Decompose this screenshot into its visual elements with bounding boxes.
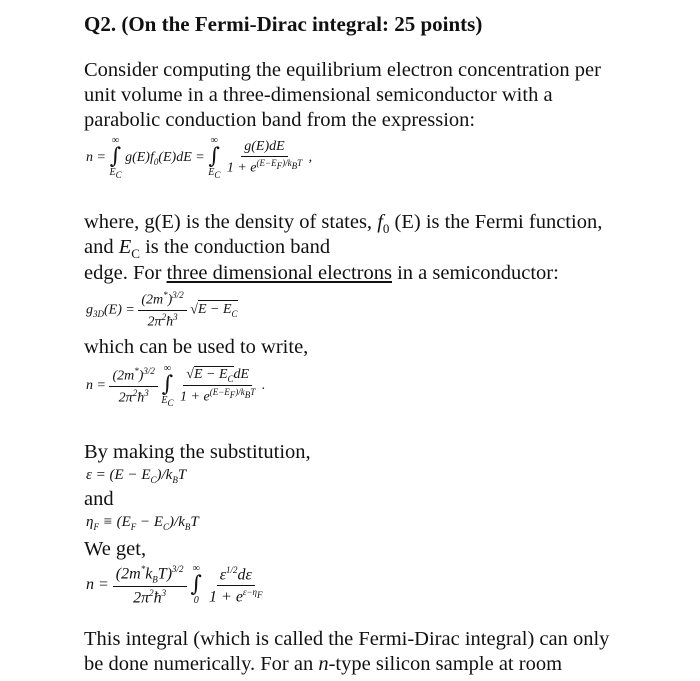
eq1-int-upper-2: ∞	[210, 135, 218, 146]
which-line: which can be used to write,	[84, 336, 309, 358]
eq3-den-exp2: 3	[144, 387, 149, 398]
equation-4	[86, 467, 186, 485]
eq3-inum: E − E	[193, 366, 228, 382]
where2-E-sub: C	[131, 246, 140, 262]
eq3-num-a: (2m	[112, 368, 135, 384]
eq3-int-lower: E	[161, 395, 168, 406]
eq3-inum-tail: dE	[233, 366, 250, 382]
where-f: f	[377, 211, 383, 233]
equation-3	[86, 364, 265, 408]
where3-text-a: edge. For	[84, 262, 167, 284]
eq6-num-star: *	[140, 564, 146, 574]
where-text-d: (E) is the Fermi function,	[389, 211, 603, 233]
where-line-2	[84, 236, 330, 262]
eq6-integrand-den	[206, 586, 266, 606]
eq6-inum: ε	[219, 565, 226, 583]
eq3-iden-exp-end: T	[250, 386, 256, 397]
eq1-f-sub: 0	[153, 157, 159, 168]
eq1-lhs: n =	[86, 150, 110, 166]
eq3-iden-exp: (E−E	[209, 386, 230, 397]
eq3-integrand-den	[177, 386, 258, 406]
integral-sign-icon: ∫	[190, 572, 203, 598]
eq3-iden-exp-sub2: B	[244, 389, 251, 400]
eq6-num-tail: T)	[157, 565, 173, 583]
eq2-fraction	[138, 290, 186, 330]
eq6-integrand	[206, 565, 266, 607]
eq2-lhs: g	[86, 302, 93, 318]
eq6-iden-exp-sub: F	[257, 589, 263, 600]
eq6-inum-tail: dε	[237, 565, 252, 583]
eq5-d: )/k	[169, 514, 185, 530]
eq6-lhs: n =	[86, 576, 109, 594]
eq2-lhs-sub: 3D	[93, 309, 104, 320]
eq2-denominator	[145, 311, 181, 331]
eq3-inum-sub: C	[227, 373, 234, 384]
eq3-int-lower-sub: C	[167, 398, 174, 408]
eq1-int-lower: E	[109, 167, 116, 178]
eq5-c-sub: C	[163, 522, 170, 532]
substitution-line: By making the substitution,	[84, 441, 311, 463]
eq5-a-sub: F	[93, 522, 99, 532]
intro-line-2: unit volume in a three-dimensional semiconductor with a	[84, 84, 553, 106]
eq4-b-sub: B	[172, 475, 178, 485]
equation-2	[86, 290, 238, 330]
eq1-den-exp-tail: )/k	[282, 158, 292, 169]
closing-line-1: This integral (which is called the Fermi-Dirac integral) can only	[84, 628, 610, 650]
eq2-num-exp: 3/2	[172, 290, 184, 300]
eq3-integral	[161, 364, 173, 408]
eq3-iden: 1 + e	[180, 389, 210, 405]
eq2-sqrt-sub: C	[231, 309, 238, 320]
eq6-integral	[191, 564, 202, 606]
eq3-iden-exp-sub: F	[229, 389, 236, 400]
eq1-denominator	[224, 157, 305, 177]
where-text-a: where, g(E) is the density of states,	[84, 211, 378, 233]
eq3-prefactor	[109, 366, 157, 406]
eq6-den-exp: 2	[149, 587, 154, 598]
eq6-den-exp2: 3	[161, 587, 167, 598]
eq2-num-close: )	[167, 292, 173, 308]
integral-sign-icon: ∫	[161, 372, 174, 397]
eq3-integrand-num	[183, 367, 252, 386]
eq6-den-tail: ħ	[153, 588, 162, 606]
eq2-den-exp2: 3	[173, 311, 178, 322]
eq3-den-exp: 2	[132, 387, 138, 398]
eq3-lhs: n =	[86, 378, 106, 394]
intro-line-1: Consider computing the equilibrium electron concentration per	[84, 59, 601, 81]
eq6-num-exp: 3/2	[172, 564, 184, 574]
eq6-iden-exp: ε−η	[242, 586, 258, 597]
eq3-period: .	[261, 378, 266, 394]
where-line-1	[84, 211, 602, 237]
eq1-int-upper: ∞	[111, 135, 120, 146]
eq1-numerator: g(E)dE	[241, 139, 287, 157]
eq2-numerator	[138, 290, 186, 311]
eq5-a: η	[86, 514, 94, 530]
eq6-num-mid: k	[145, 565, 153, 583]
integral-sign-icon: ∫	[109, 144, 122, 169]
eq1-int-lower-2: E	[208, 167, 215, 178]
eq6-int-upper: ∞	[192, 563, 200, 575]
eq3-num-exp: 3/2	[143, 365, 155, 376]
where-f-sub: 0	[382, 221, 390, 237]
eq5-b-sub: F	[130, 522, 137, 532]
eq4-a: ε = (E − E	[86, 467, 151, 483]
closing2-n: n	[318, 653, 329, 675]
eq6-iden: 1 + e	[209, 588, 243, 606]
closing-line-2	[84, 653, 562, 676]
equation-1	[86, 136, 312, 180]
sqrt-icon: √	[190, 302, 198, 318]
eq6-den-a: 2π	[133, 588, 150, 606]
eq4-c: T	[177, 467, 187, 483]
eq6-num-a: (2m	[115, 565, 141, 583]
where2-E: E	[118, 236, 132, 258]
where3-text-c: in a semiconductor:	[391, 262, 559, 284]
equation-5	[86, 514, 199, 532]
closing2-c: -type silicon sample at room	[328, 653, 563, 675]
eq6-num-sub: B	[152, 574, 158, 585]
eq4-b: )/k	[156, 467, 173, 483]
eq3-prefactor-num	[109, 366, 157, 387]
eq6-inum-exp: 1/2	[226, 564, 238, 575]
eq2-lhs-tail: (E) =	[104, 302, 135, 318]
eq3-integrand	[177, 367, 258, 405]
eq2-num-star: *	[163, 290, 168, 300]
eq1-integral-2	[208, 136, 220, 180]
where-line-3	[84, 262, 559, 285]
question-title: Q2. (On the Fermi-Dirac integral: 25 points)	[84, 12, 483, 36]
eq1-den-exp-sub: F	[276, 160, 283, 171]
eq3-num-star: *	[134, 365, 139, 376]
eq6-prefactor-num	[113, 564, 187, 587]
eq6-prefactor-den	[130, 587, 169, 607]
integral-sign-icon: ∫	[208, 144, 221, 169]
eq3-iden-exp-tail: )/k	[235, 386, 245, 397]
underlined-three-dimensional: three dimensional electrons	[166, 262, 392, 284]
eq2-num-a: (2m	[141, 292, 164, 308]
eq2-sqrt-body	[197, 300, 238, 320]
and-word: and	[84, 488, 114, 510]
closing2-a: be done numerically. For an	[84, 653, 319, 675]
eq2-den-a: 2π	[147, 314, 162, 330]
eq6-int-lower: 0	[193, 595, 199, 607]
eq1-integral-1	[109, 136, 121, 180]
eq1-den-base: 1 + e	[226, 160, 257, 176]
eq3-int-upper: ∞	[163, 363, 172, 374]
eq1-comma: ,	[308, 150, 313, 166]
eq1-den-exp: (E−E	[256, 158, 277, 169]
eq5-d-sub: B	[184, 522, 191, 532]
where2-text-d: is the conduction band	[139, 236, 331, 258]
eq3-den-tail: ħ	[137, 390, 145, 406]
eq3-den-a: 2π	[118, 390, 133, 406]
eq2-den-exp: 2	[161, 311, 167, 322]
eq1-fraction	[224, 139, 305, 177]
eq1-den-exp-end: T	[297, 158, 303, 169]
eq6-prefactor	[113, 564, 187, 607]
eq3-num-close: )	[138, 368, 144, 384]
eq1-integrand-tail: (E)dE =	[158, 150, 209, 166]
equation-6	[86, 564, 266, 607]
eq1-int-lower-sub: C	[115, 170, 122, 180]
where2-text-a: and	[84, 236, 119, 258]
eq2-den-tail: ħ	[166, 314, 174, 330]
eq4-a-sub: C	[150, 475, 157, 485]
eq2-sqrt-text: E − E	[197, 302, 232, 318]
eq6-integrand-num	[217, 565, 255, 586]
eq5-e: T	[190, 514, 199, 530]
eq1-int-lower-sub-2: C	[214, 170, 221, 180]
sqrt-icon: √	[186, 366, 194, 382]
eq1-integrand: g(E)f	[125, 150, 154, 166]
eq5-b: ≡ (E	[98, 514, 131, 530]
eq5-c: − E	[136, 514, 164, 530]
intro-line-3: parabolic conduction band from the expression:	[84, 109, 476, 131]
eq3-prefactor-den	[116, 387, 152, 407]
eq1-den-exp-sub2: B	[291, 160, 298, 171]
we-get-line: We get,	[84, 538, 147, 560]
